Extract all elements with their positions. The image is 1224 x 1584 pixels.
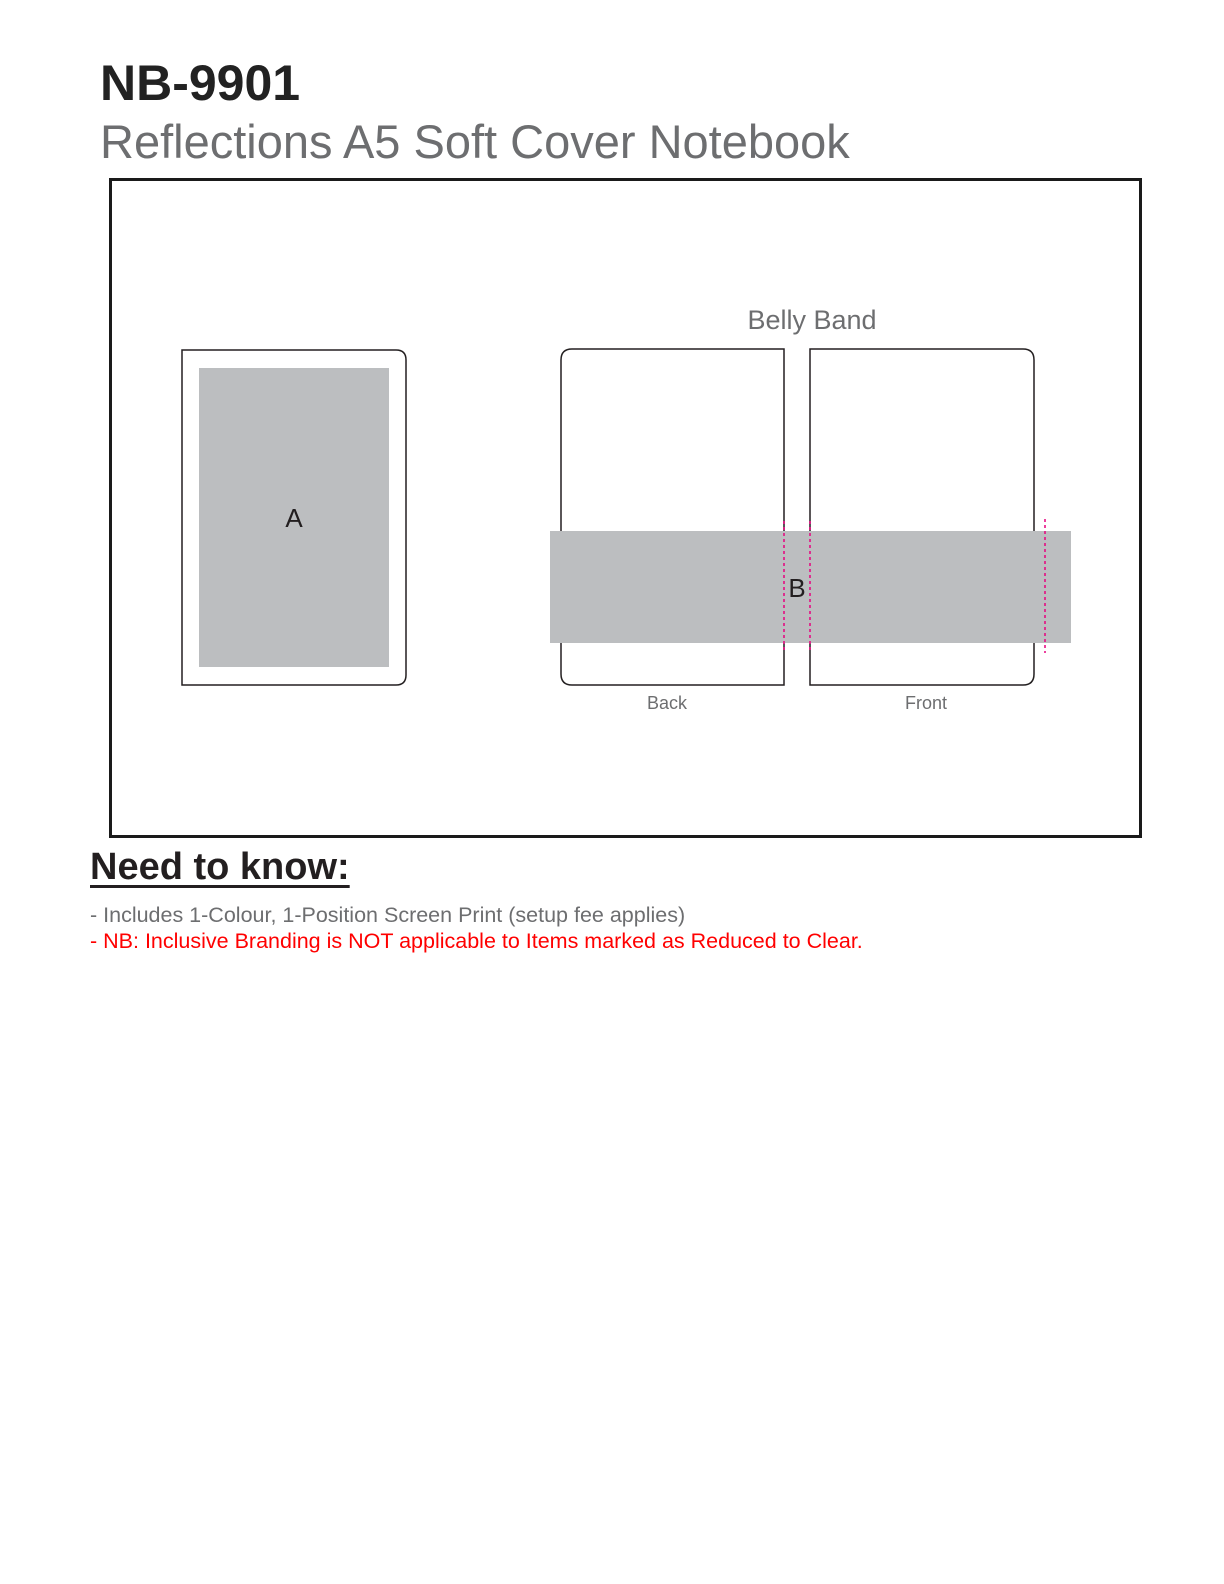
product-code: NB-9901 — [100, 55, 301, 111]
need-to-know-heading: Need to know: — [90, 846, 350, 888]
need-to-know-notes — [90, 902, 863, 954]
branding-diagram-frame — [109, 178, 1142, 838]
belly-band-print-area-b-label: B — [788, 573, 806, 603]
note-screen-print: - Includes 1-Colour, 1-Position Screen Print (setup fee applies) — [90, 903, 686, 927]
back-cover-label: Back — [646, 693, 688, 713]
branding-diagram — [112, 181, 1139, 835]
front-cover-label: Front — [904, 693, 948, 713]
product-name: Reflections A5 Soft Cover Notebook — [100, 115, 850, 168]
print-area-a-label: A — [285, 503, 303, 533]
belly-band-title: Belly Band — [747, 305, 877, 335]
note-reduced-to-clear: - NB: Inclusive Branding is NOT applicable to Items marked as Reduced to Clear. — [90, 929, 863, 953]
